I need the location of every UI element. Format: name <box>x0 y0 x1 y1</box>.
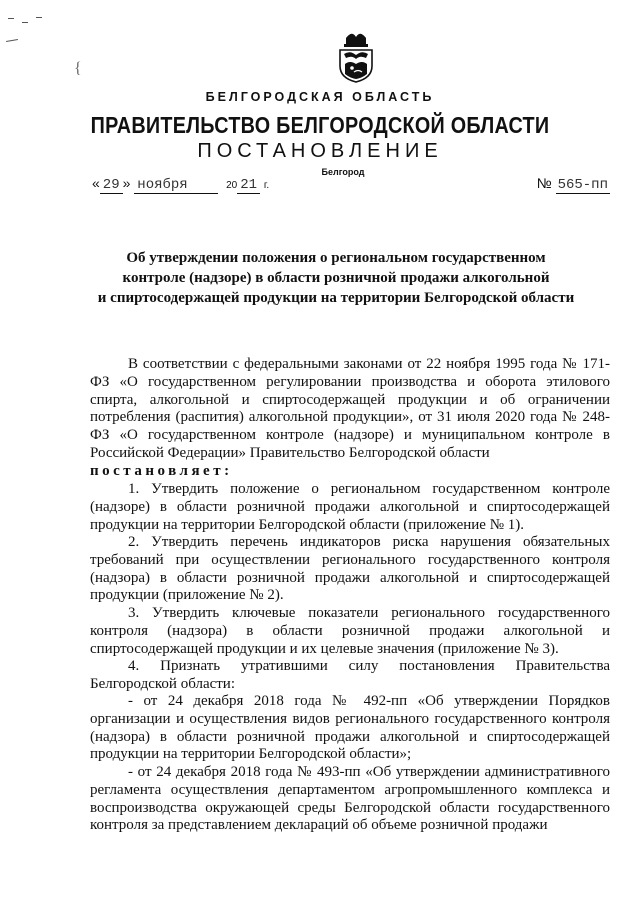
decree-title <box>96 248 576 308</box>
decides-word <box>90 463 610 481</box>
scan-mark <box>22 22 28 23</box>
city-name: Белгород <box>321 167 365 177</box>
item-1: 1. Утвердить положение о региональном государственном контроле (надзоре) в области розничной продажи алкогольной и спиртосодержащей продукции на территории Белгородской области (приложение № 1). <box>90 481 610 533</box>
number-value: 565-пп <box>557 177 608 193</box>
scan-mark <box>8 18 14 19</box>
title-line: контроле (надзоре) в области розничной продажи алкогольной <box>122 270 550 286</box>
decree-number <box>537 175 610 193</box>
sub-item-1: - от 24 декабря 2018 года № 492-пп «Об утверждении Порядков организации и осуществления видов регионального государственного контроля (надзора) в области розничной продажи алкогольной и спиртосодержащей продукции на территории Белгородской области»; <box>90 693 610 763</box>
decides-label: постановляет: <box>90 463 233 479</box>
date-year-prefix: 20 <box>226 180 238 191</box>
scan-mark <box>36 17 42 18</box>
date-day: 29 <box>100 177 123 194</box>
region-name: БЕЛГОРОДСКАЯ ОБЛАСТЬ <box>205 90 435 104</box>
preamble-paragraph: В соответствии с федеральными законами от 22 ноября 1995 года № 171-ФЗ «О государственном регулировании производства и оборота этилового спирта, алкогольной и спиртосодержащей продукции и об ограничении потребления (распития) алкогольной продукции», от 31 июля 2020 года № 248-ФЗ «О государственном контроле (надзоре) и муниципальном контроле в Российской Федерации» Правительство Белгородской области <box>90 356 610 461</box>
document-type: ПОСТАНОВЛЕНИЕ <box>197 140 443 162</box>
scan-mark <box>6 39 18 42</box>
government-name: ПРАВИТЕЛЬСТВО БЕЛГОРОДСКОЙ ОБЛАСТИ <box>90 112 550 138</box>
title-line: Об утверждении положения о региональном государственном <box>126 250 546 266</box>
item-4: 4. Признать утратившими силу постановления Правительства Белгородской области: <box>90 658 610 692</box>
date-line: « 29 » ноября 20 21 г. <box>92 175 270 193</box>
date-month: ноября <box>134 177 218 194</box>
item-3: 3. Утвердить ключевые показатели регионального государственного контроля (надзора) в области розничной продажи алкогольной и спиртосодержащей продукции и их целевые значения (приложение № 3). <box>90 605 610 657</box>
date-year-abbr: г. <box>263 180 270 191</box>
scan-mark: { <box>74 60 82 77</box>
date-year-suffix: 21 <box>237 177 260 194</box>
sub-item-2: - от 24 декабря 2018 года № 493-пп «Об утверждении административного регламента осуществления департаментом агропромышленного комплекса и воспроизводства окружающей среды Белгородской области государственного контроля за представлением деклараций об объеме розничной продажи <box>90 764 610 834</box>
title-line: и спиртосодержащей продукции на территории Белгородской области <box>97 290 575 306</box>
item-2: 2. Утвердить перечень индикаторов риска нарушения обязательных требований при осуществлении регионального государственного контроля (надзора) в области розничной продажи алкогольной и спиртосодержащей продукции (приложение № 2). <box>90 534 610 604</box>
number-label: № <box>536 175 552 191</box>
coat-of-arms-icon <box>332 28 380 84</box>
